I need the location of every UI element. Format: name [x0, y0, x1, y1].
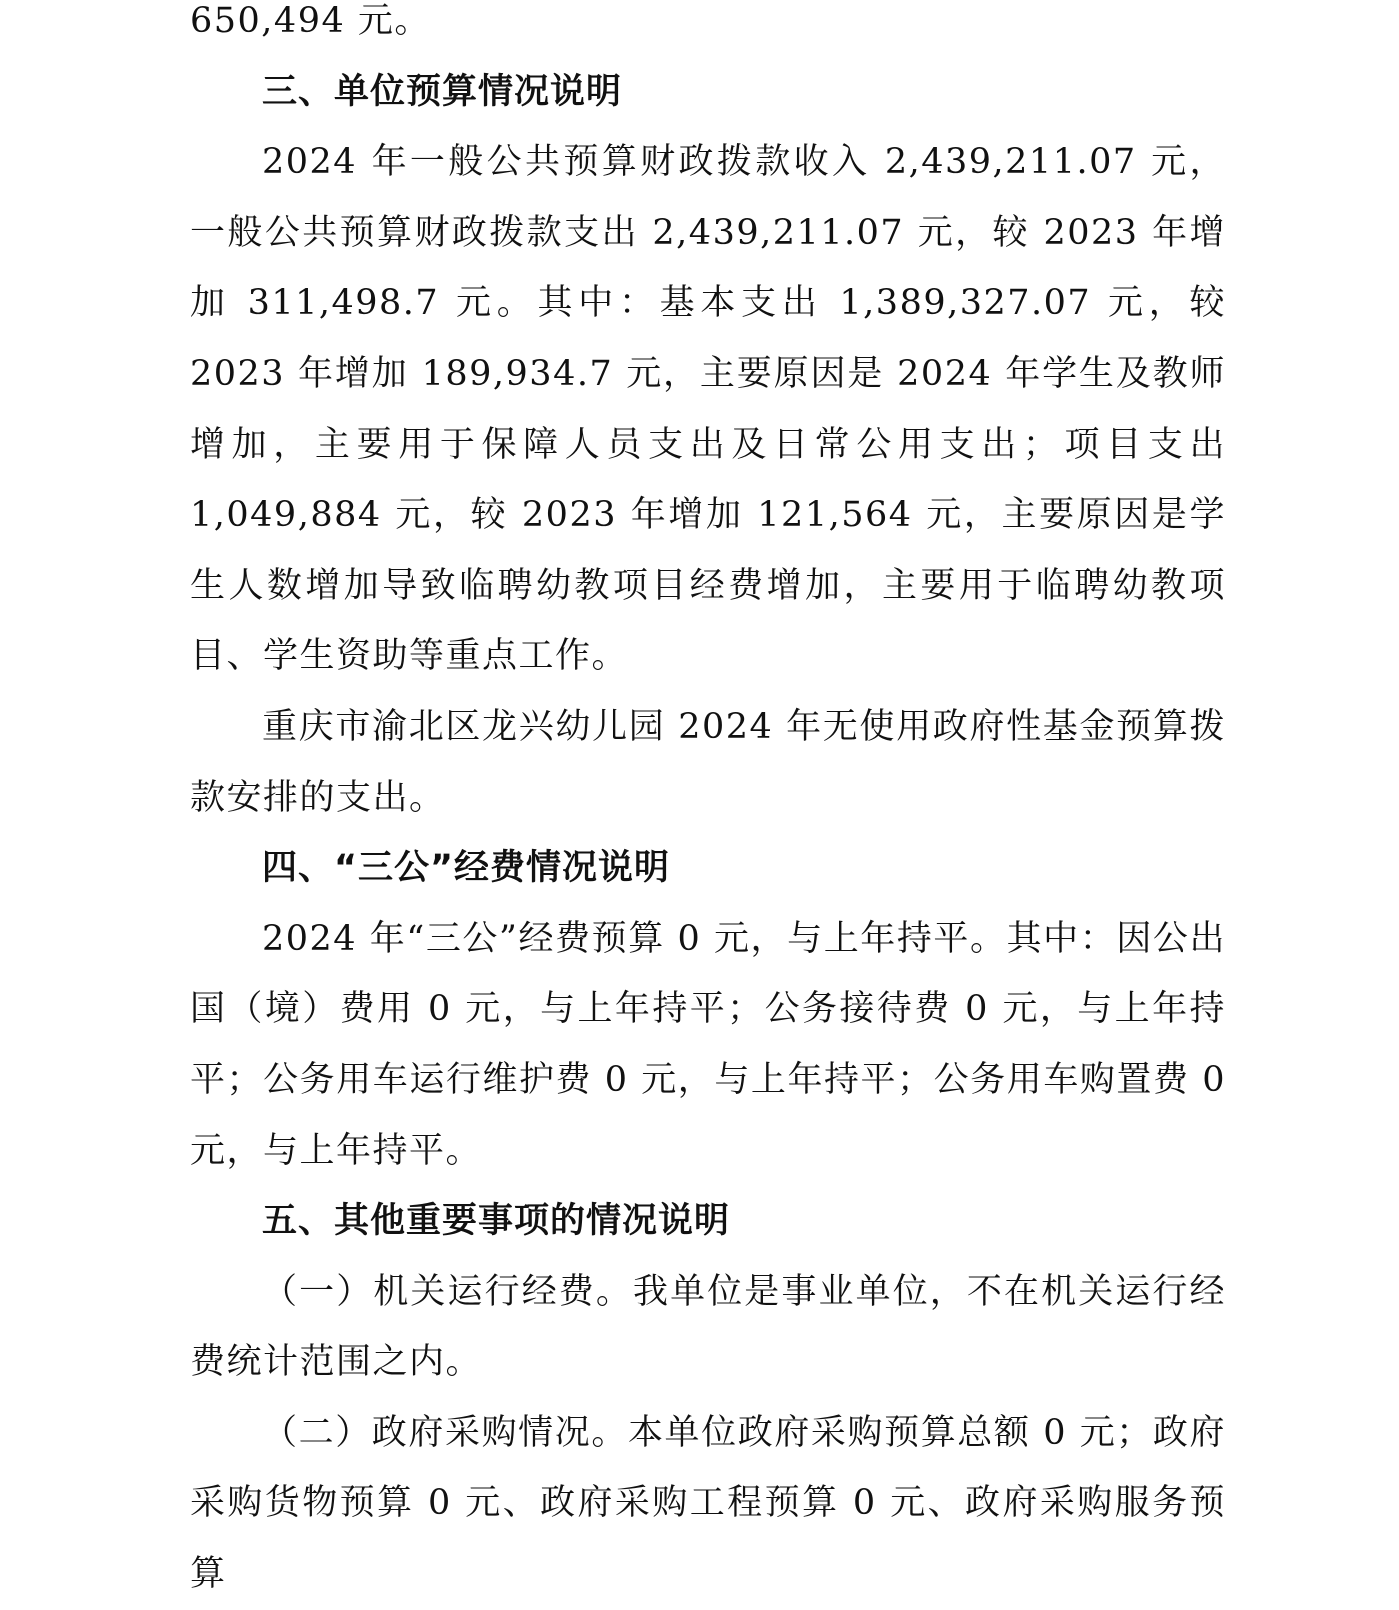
document-page	[190, 0, 1226, 1610]
carryover-text: 650,494 元。	[190, 1, 431, 41]
section-3-heading: 三、单位预算情况说明	[262, 71, 623, 112]
section-4-heading: 四、“三公”经费情况说明	[262, 848, 671, 889]
section-5-paragraph-2: （二）政府采购情况。本单位政府采购预算总额 0 元；政府采购货物预算 0 元、政府采购工程预算 0 元、政府采购服务预算	[190, 1412, 1226, 1595]
section-3-paragraph-1: 2024 年一般公共预算财政拨款收入 2,439,211.07 元，一般公共预算财政拨款支出 2,439,211.07 元，较 2023 年增加 311,498.7 元。其中：基本支出 1,389,327.07 元，较 2023 年增加 189,934.7 元，主要原因是 2024 年学生及教师增加，主要用于保障人员支出及日常公用支出；项目支出 1,049,884 元，较 2023 年增加 121,564 元，主要原因是学生人数增加导致临聘幼教项目经费增加，主要用于临聘幼教项目、学生资助等重点工作。	[190, 142, 1226, 677]
section-5-paragraph-1: （一）机关运行经费。我单位是事业单位，不在机关运行经费统计范围之内。	[190, 1271, 1226, 1383]
section-3-paragraph-2: 重庆市渝北区龙兴幼儿园 2024 年无使用政府性基金预算拨款安排的支出。	[190, 706, 1226, 818]
section-4-paragraph-1: 2024 年“三公”经费预算 0 元，与上年持平。其中：因公出国（境）费用 0 元，与上年持平；公务接待费 0 元，与上年持平；公务用车运行维护费 0 元，与上年持平；公务用车购置费 0 元，与上年持平。	[190, 918, 1226, 1171]
section-5-heading: 五、其他重要事项的情况说明	[262, 1201, 731, 1242]
